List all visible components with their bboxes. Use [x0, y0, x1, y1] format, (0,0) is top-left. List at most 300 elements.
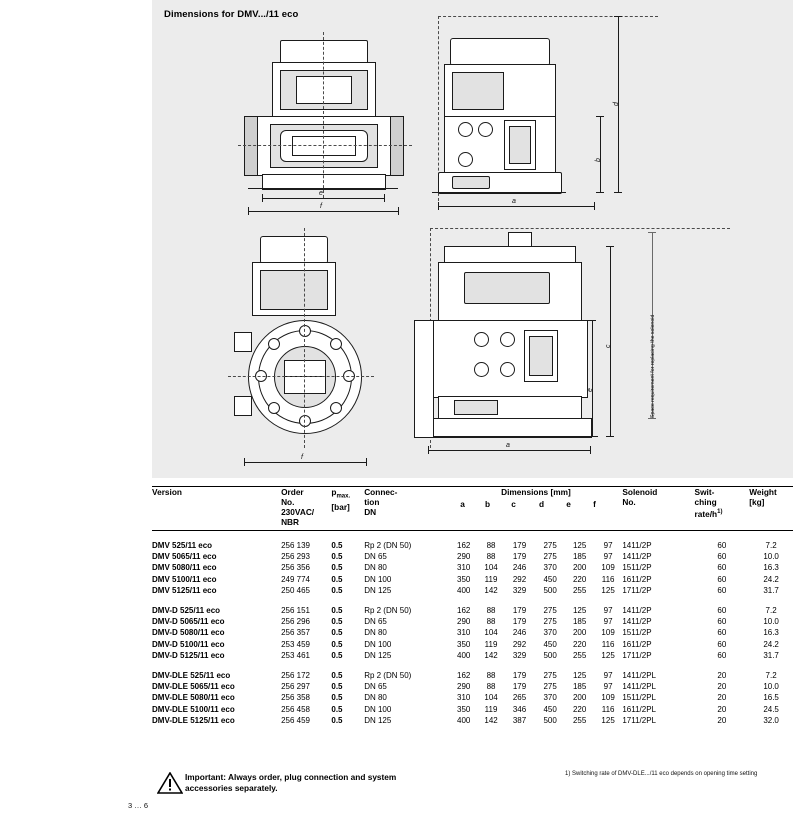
dim-label-c: c [605, 344, 612, 348]
cell-d: 500 [543, 650, 557, 660]
th-e: e [566, 499, 571, 509]
cell-pmax: 0.5 [331, 585, 343, 595]
cell-pmax: 0.5 [331, 693, 343, 703]
dim-label-e: e [319, 190, 323, 197]
th-version: Version [152, 487, 182, 497]
table-row[interactable] [152, 704, 793, 715]
th-order-line4: NBR [281, 517, 300, 527]
cell-e: 200 [572, 563, 587, 573]
cell-e: 185 [572, 617, 587, 627]
cell-solenoid: 1711/2P [622, 585, 652, 595]
cell-weight: 7.2 [765, 606, 777, 616]
cell-d: 275 [543, 606, 557, 616]
cell-weight: 10.0 [763, 617, 779, 627]
cell-a: 290 [457, 682, 471, 692]
spacer-row-1 [152, 596, 793, 605]
th-pmax-symbol: p [331, 487, 337, 497]
cell-solenoid: 1511/2P [622, 563, 652, 573]
lr-plug-inner [529, 336, 553, 376]
table-row[interactable] [152, 670, 793, 681]
cell-a: 400 [457, 650, 471, 660]
dim-label-f2: f [301, 454, 303, 461]
th-sw-line2: ching [694, 497, 717, 507]
dim-label-a2: a [506, 442, 510, 449]
cell-order: 256 458 [281, 704, 310, 714]
cell-version: DMV 5125/11 eco [152, 585, 217, 595]
cell-d: 275 [543, 682, 557, 692]
cell-version: DMV 5065/11 eco [152, 552, 217, 562]
cell-b: 142 [484, 715, 498, 725]
th-order-no [281, 487, 331, 528]
dim-c-tick-b [606, 436, 614, 437]
dim-c-line [610, 246, 611, 436]
dim-f2-line [244, 462, 366, 463]
cell-a: 290 [457, 552, 471, 562]
dim-d-tick-t [614, 16, 622, 17]
cell-switching: 20 [717, 704, 727, 714]
cell-pmax: 0.5 [331, 574, 343, 584]
cell-switching: 60 [717, 574, 727, 584]
flange-bore-inner [284, 360, 326, 394]
lr-label-plate [464, 272, 550, 304]
th-solenoid-line2: No. [622, 497, 636, 507]
cell-weight: 32.0 [763, 715, 779, 725]
th-solenoid [622, 487, 694, 528]
dim-a-tick-l [438, 202, 439, 210]
cell-d: 450 [543, 574, 557, 584]
cell-d: 275 [543, 552, 557, 562]
warning-icon [157, 772, 183, 794]
th-pmax [331, 487, 364, 528]
cell-version: DMV-DLE 5080/11 eco [152, 693, 235, 703]
th-sw-line3: rate/h [694, 508, 718, 519]
dim-f-line [248, 211, 398, 212]
cell-solenoid: 1411/2P [622, 606, 652, 616]
cell-pmax: 0.5 [331, 541, 343, 550]
ll-centerline-v [304, 228, 305, 448]
cell-switching: 20 [717, 693, 727, 703]
cell-solenoid: 1411/2P [622, 541, 652, 550]
cell-solenoid: 1511/2P [622, 628, 652, 638]
dim-f-tick-r [398, 207, 399, 215]
cell-f: 116 [601, 639, 615, 649]
cell-connection: DN 80 [364, 693, 387, 703]
cell-f: 116 [601, 574, 615, 584]
dim-label-d: d [613, 102, 620, 106]
space-requirement-note: Space requirement for replacing the solenoid [650, 314, 656, 418]
cell-switching: 60 [717, 541, 727, 550]
cell-a: 350 [457, 574, 471, 584]
cell-solenoid: 1411/2PL [622, 671, 657, 681]
cell-version: DMV-D 525/11 eco [152, 606, 221, 616]
cell-order: 256 139 [281, 541, 310, 550]
cell-version: DMV-D 5125/11 eco [152, 650, 225, 660]
table-row[interactable] [152, 605, 793, 616]
cell-d: 370 [543, 693, 557, 703]
th-order-line2: No. [281, 497, 295, 507]
terminal-screw-1 [458, 122, 473, 137]
cell-a: 290 [457, 617, 471, 627]
cell-f: 97 [603, 682, 613, 692]
th-pmax-sub: max. [336, 493, 351, 500]
cell-version: DMV-DLE 525/11 eco [152, 671, 231, 681]
table-row[interactable] [152, 585, 793, 596]
lr-flange-base [428, 418, 592, 438]
th-sw-sup: 1) [717, 509, 723, 515]
cell-order: 256 459 [281, 715, 310, 725]
cell-e: 220 [572, 639, 587, 649]
cell-connection: DN 65 [364, 682, 387, 692]
cell-a: 310 [457, 628, 471, 638]
cell-pmax: 0.5 [331, 563, 343, 573]
cell-version: DMV-D 5080/11 eco [152, 628, 225, 638]
th-switching [695, 487, 750, 528]
ur-top-dash [438, 16, 658, 17]
cell-e: 255 [572, 650, 587, 660]
cell-b: 88 [486, 552, 496, 562]
dimensions-table [152, 486, 793, 726]
cell-switching: 60 [717, 617, 727, 627]
dim-e-tick-r [384, 194, 385, 202]
dim-f-tick-l [248, 207, 249, 215]
cell-a: 400 [457, 715, 471, 725]
th-order-line3: 230VAC/ [281, 507, 315, 517]
dim-label-e2: e [587, 388, 594, 392]
cell-e: 220 [572, 704, 587, 714]
table-row[interactable] [152, 551, 793, 562]
cell-f: 125 [601, 585, 615, 595]
cell-b: 119 [484, 574, 498, 584]
cell-order: 253 459 [281, 639, 310, 649]
cell-order: 256 296 [281, 617, 310, 627]
cell-d: 500 [543, 715, 557, 725]
cell-pmax: 0.5 [331, 671, 343, 681]
cell-weight: 7.2 [765, 541, 777, 550]
table-row[interactable] [152, 715, 793, 726]
dim-e2-tick-t [588, 320, 596, 321]
cell-version: DMV 525/11 eco [152, 541, 213, 550]
cell-connection: DN 125 [364, 585, 392, 595]
th-conn-line1: Connec- [364, 487, 398, 497]
cell-solenoid: 1611/2PL [622, 704, 657, 714]
bolt-2 [330, 338, 342, 350]
th-connection [364, 487, 449, 528]
cell-order: 256 297 [281, 682, 310, 692]
cell-e: 200 [572, 628, 587, 638]
th-pmax-unit: [bar] [331, 501, 350, 512]
cell-e: 125 [572, 671, 587, 681]
th-b: b [484, 499, 491, 509]
table-row[interactable] [152, 616, 793, 627]
dim-d-tick-b [614, 192, 622, 193]
cell-f: 109 [601, 693, 615, 703]
cell-order: 256 293 [281, 552, 310, 562]
cell-pmax: 0.5 [331, 682, 343, 692]
cell-f: 97 [603, 552, 613, 562]
cell-weight: 24.5 [763, 704, 779, 714]
dim-e-line [262, 198, 384, 199]
cell-c: 179 [512, 606, 527, 616]
th-weight [749, 487, 793, 528]
th-d: d [538, 499, 545, 509]
dim-a2-line [428, 450, 590, 451]
cell-e: 185 [572, 682, 587, 692]
cell-pmax: 0.5 [331, 704, 343, 714]
cell-b: 88 [486, 682, 496, 692]
cell-c: 246 [512, 628, 527, 638]
cell-order: 256 356 [281, 563, 310, 573]
cell-pmax: 0.5 [331, 639, 343, 649]
cell-solenoid: 1711/2P [622, 650, 652, 660]
cell-pmax: 0.5 [331, 650, 343, 660]
cell-connection: DN 100 [364, 574, 392, 584]
drawing-panel [152, 0, 793, 478]
cell-switching: 60 [717, 628, 727, 638]
cell-switching: 60 [717, 606, 727, 616]
cell-e: 255 [572, 715, 587, 725]
cell-switching: 60 [717, 552, 727, 562]
cell-b: 88 [486, 617, 496, 627]
ll-tab-left-2 [234, 396, 252, 416]
cell-c: 346 [512, 704, 527, 714]
cell-e: 220 [572, 574, 587, 584]
lr-flange-left [414, 320, 434, 438]
ll-top-cap [260, 236, 328, 264]
cell-f: 97 [603, 541, 613, 550]
lr-screw-3 [474, 362, 489, 377]
cell-c: 246 [512, 563, 527, 573]
cell-weight: 7.2 [765, 671, 777, 681]
ll-tab-left [234, 332, 252, 352]
cell-a: 400 [457, 585, 471, 595]
cell-e: 125 [572, 541, 587, 550]
footnote: 1) Switching rate of DMV-DLE.../11 eco depends on opening time setting [565, 771, 758, 777]
cell-a: 162 [457, 606, 471, 616]
cell-order: 250 465 [281, 585, 310, 595]
spacer-row-2 [152, 661, 793, 670]
dim-f2-tick-l [244, 458, 245, 466]
cell-c: 265 [512, 693, 527, 703]
cell-weight: 16.3 [763, 563, 779, 573]
table-row[interactable] [152, 574, 793, 585]
cell-solenoid: 1711/2PL [622, 715, 657, 725]
ur-solenoid-top [450, 38, 550, 66]
cell-connection: DN 65 [364, 552, 387, 562]
dim-e2-line [592, 320, 593, 436]
cell-solenoid: 1611/2P [622, 639, 652, 649]
lr-base-line [422, 436, 598, 437]
cell-solenoid: 1511/2PL [622, 693, 657, 703]
bolt-4 [330, 402, 342, 414]
cell-e: 255 [572, 585, 587, 595]
table-header-row [152, 487, 793, 528]
th-dimensions-group [450, 487, 623, 528]
bolt-5 [299, 415, 311, 427]
dim-e2-tick-b [588, 436, 596, 437]
dim-a2-tick-r [590, 446, 591, 454]
cell-switching: 20 [717, 671, 727, 681]
cell-c: 179 [512, 552, 527, 562]
cell-c: 292 [512, 574, 527, 584]
cell-c: 179 [512, 671, 527, 681]
cell-connection: DN 80 [364, 628, 387, 638]
cell-order: 256 358 [281, 693, 310, 703]
cell-switching: 20 [717, 682, 727, 692]
cell-b: 104 [484, 628, 498, 638]
valve-window-core [292, 136, 356, 156]
cell-e: 200 [572, 693, 587, 703]
cell-pmax: 0.5 [331, 628, 343, 638]
dim-b-tick-t [596, 116, 604, 117]
cell-c: 179 [512, 541, 527, 550]
th-conn-line3: DN [364, 507, 377, 517]
cell-switching: 60 [717, 585, 727, 595]
cell-d: 275 [543, 541, 557, 550]
cell-order: 256 172 [281, 671, 310, 681]
cell-c: 179 [512, 682, 527, 692]
dim-a2-tick-l [428, 446, 429, 454]
cell-pmax: 0.5 [331, 715, 343, 725]
cell-version: DMV-DLE 5100/11 eco [152, 704, 235, 714]
cell-d: 275 [543, 617, 557, 627]
space-arrow-bottom [648, 418, 656, 419]
cell-connection: Rp 2 (DN 50) [364, 541, 412, 550]
cell-d: 450 [543, 639, 557, 649]
lr-top-dash [430, 228, 730, 229]
cell-version: DMV 5080/11 eco [152, 563, 217, 573]
terminal-screw-3 [458, 152, 473, 167]
cell-d: 275 [543, 671, 557, 681]
cell-order: 253 461 [281, 650, 310, 660]
terminal-screw-2 [478, 122, 493, 137]
flange-left [244, 116, 258, 176]
cell-a: 350 [457, 639, 471, 649]
cell-connection: Rp 2 (DN 50) [364, 606, 412, 616]
dim-e-tick-l [262, 194, 263, 202]
cell-e: 185 [572, 552, 587, 562]
dim-b-line [600, 116, 601, 192]
table-row[interactable] [152, 692, 793, 703]
cell-pmax: 0.5 [331, 552, 343, 562]
th-c: c [511, 499, 516, 509]
flange-right [390, 116, 404, 176]
cell-solenoid: 1611/2P [622, 574, 652, 584]
cell-switching: 60 [717, 650, 727, 660]
table-row[interactable] [152, 639, 793, 650]
cell-c: 179 [512, 617, 527, 627]
lr-screw-2 [500, 332, 515, 347]
cell-version: DMV-DLE 5065/11 eco [152, 682, 235, 692]
table-row[interactable] [152, 562, 793, 573]
lr-screw-1 [474, 332, 489, 347]
cell-connection: DN 80 [364, 563, 387, 573]
coil-detail [296, 76, 352, 104]
lr-screw-4 [500, 362, 515, 377]
ll-centerline-h [228, 376, 374, 377]
th-solenoid-line1: Solenoid [622, 487, 658, 497]
cell-f: 125 [601, 650, 615, 660]
cell-c: 387 [512, 715, 527, 725]
solenoid-top [280, 40, 368, 64]
dim-c-tick-t [606, 246, 614, 247]
table-row[interactable] [152, 627, 793, 638]
th-dimensions: Dimensions [mm] [501, 487, 571, 497]
th-weight-line2: [kg] [749, 497, 765, 507]
ur-nameplate [452, 176, 490, 189]
table-row[interactable] [152, 650, 793, 661]
dim-label-b: b [595, 158, 602, 162]
cell-weight: 24.2 [763, 574, 779, 584]
cell-switching: 60 [717, 639, 727, 649]
cell-f: 97 [603, 671, 613, 681]
cell-f: 116 [601, 704, 615, 714]
cell-connection: DN 65 [364, 617, 387, 627]
th-sw-line1: Swit- [694, 487, 715, 497]
cell-b: 88 [486, 606, 496, 616]
cell-b: 142 [484, 585, 498, 595]
cell-connection: DN 100 [364, 639, 392, 649]
cell-a: 310 [457, 563, 471, 573]
cell-b: 104 [484, 563, 498, 573]
cell-order: 256 357 [281, 628, 310, 638]
cell-weight: 10.0 [763, 682, 779, 692]
cell-b: 104 [484, 693, 498, 703]
cell-b: 119 [484, 704, 498, 714]
dim-a-line [438, 206, 594, 207]
table-row[interactable] [152, 681, 793, 692]
cell-weight: 31.7 [763, 650, 779, 660]
th-a: a [460, 499, 465, 509]
cell-switching: 20 [717, 715, 727, 725]
cell-order: 256 151 [281, 606, 310, 616]
cell-weight: 24.2 [763, 639, 779, 649]
dim-label-a: a [512, 198, 516, 205]
dimensions-table-wrap [152, 486, 793, 726]
cell-weight: 16.5 [763, 693, 779, 703]
cell-c: 329 [512, 650, 527, 660]
cell-a: 162 [457, 671, 471, 681]
dim-a-tick-r [594, 202, 595, 210]
cell-version: DMV 5100/11 eco [152, 574, 217, 584]
cell-f: 109 [601, 628, 615, 638]
cell-c: 292 [512, 639, 527, 649]
cell-f: 97 [603, 617, 613, 627]
cell-d: 450 [543, 704, 557, 714]
th-weight-line1: Weight [749, 487, 777, 497]
cell-weight: 31.7 [763, 585, 779, 595]
cell-b: 88 [486, 671, 496, 681]
cell-e: 125 [572, 606, 587, 616]
cell-version: DMV-D 5065/11 eco [152, 617, 225, 627]
th-order-line1: Order [281, 487, 304, 497]
drawing-title: Dimensions for DMV.../11 eco [164, 9, 299, 20]
cell-connection: DN 125 [364, 650, 392, 660]
table-row[interactable] [152, 540, 793, 551]
dim-f2-tick-r [366, 458, 367, 466]
cell-solenoid: 1411/2P [622, 552, 652, 562]
cell-f: 109 [601, 563, 615, 573]
cell-connection: DN 125 [364, 715, 392, 725]
cell-pmax: 0.5 [331, 606, 343, 616]
cell-c: 329 [512, 585, 527, 595]
ll-solenoid-inner [260, 270, 328, 310]
lr-nameplate [454, 400, 498, 415]
dim-label-f: f [320, 203, 322, 210]
cell-d: 370 [543, 563, 557, 573]
bolt-1 [299, 325, 311, 337]
cell-d: 370 [543, 628, 557, 638]
important-note: Important: Always order, plug connection and system accessories separately. [185, 772, 397, 793]
